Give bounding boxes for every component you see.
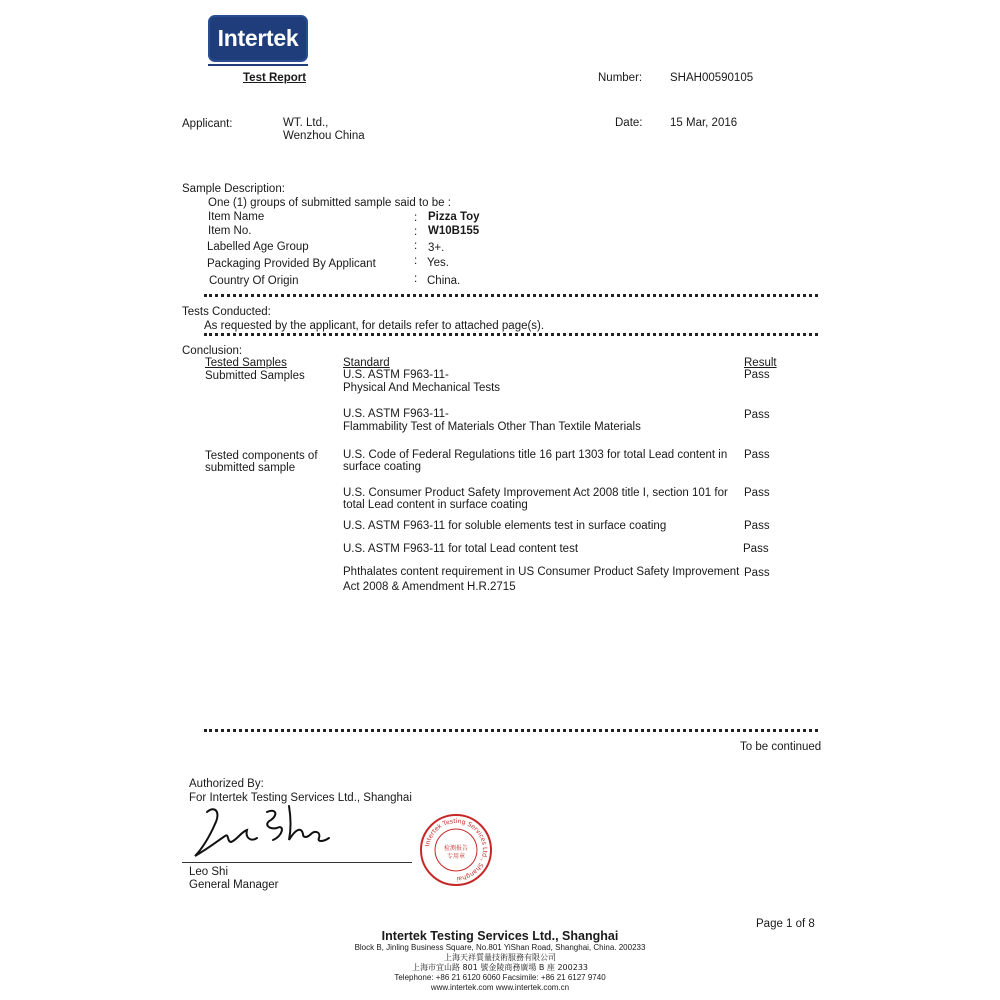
result-value: Pass [744, 487, 770, 499]
signature-line [182, 862, 412, 863]
sample-label-packaging: Packaging Provided By Applicant [207, 258, 376, 270]
footer-cn-name: 上海天祥質量技術服務有限公司 [444, 953, 556, 962]
footer-address: Block B, Jinling Business Square, No.801 YiShan Road, Shanghai, China. 200233 [354, 943, 646, 952]
applicant-line2: Wenzhou China [283, 130, 365, 142]
standard-line2: total Lead content in surface coating [343, 499, 528, 511]
intertek-logo: Intertek [208, 15, 308, 62]
standard-line2: Flammability Test of Materials Other Than Textile Materials [343, 421, 641, 433]
authorized-heading: Authorized By: [189, 778, 264, 790]
standard-line1: U.S. ASTM F963-11 for total Lead content test [343, 543, 579, 555]
standard-line2: surface coating [343, 461, 421, 473]
sample-value-packaging: Yes. [427, 257, 449, 269]
applicant-label: Applicant: [182, 118, 233, 130]
conclusion-heading: Conclusion: [182, 345, 243, 357]
svg-text:Intertek Testing Services Ltd.: Intertek Testing Services Ltd., Shanghai [424, 817, 489, 883]
date-label: Date: [615, 117, 643, 129]
sample-value-item-name: Pizza Toy [428, 211, 480, 223]
dotted-divider [204, 333, 818, 336]
sample-label-item-no: Item No. [208, 225, 252, 237]
col-header-standard: Standard [343, 357, 390, 369]
sample-heading: Sample Description: [182, 183, 285, 195]
sample-value-age-group: 3+. [428, 242, 445, 254]
group-submitted-samples: Submitted Samples [205, 370, 305, 382]
sample-value-origin: China. [427, 275, 461, 287]
date-value: 15 Mar, 2016 [670, 117, 738, 129]
footer-cn-address: 上海市宜山路 801 號金陵商務廣場 B 座 200233 [411, 963, 588, 972]
sample-label-age-group: Labelled Age Group [207, 241, 309, 253]
report-title: Test Report [243, 72, 307, 84]
standard-line1: Phthalates content requirement in US Consumer Product Safety Improvement [343, 566, 740, 578]
authorized-company: For Intertek Testing Services Ltd., Shanghai [189, 792, 412, 804]
dotted-divider [204, 294, 818, 297]
group-tested-components-line2: submitted sample [205, 462, 296, 474]
sample-colon: : [414, 226, 418, 238]
to-be-continued: To be continued [740, 741, 822, 753]
standard-line1: U.S. ASTM F963-11- [343, 408, 449, 420]
footer-company: Intertek Testing Services Ltd., Shanghai [381, 929, 619, 943]
sample-colon: : [414, 212, 418, 224]
sample-label-origin: Country Of Origin [209, 275, 299, 287]
sample-value-item-no: W10B155 [428, 225, 480, 237]
page-number: Page 1 of 8 [756, 918, 815, 930]
signatory-name: Leo Shi [189, 866, 229, 878]
sample-colon: : [414, 240, 418, 252]
number-value: SHAH00590105 [670, 72, 754, 84]
dotted-divider [204, 729, 818, 732]
logo-underline [208, 64, 308, 66]
result-value: Pass [744, 449, 770, 461]
footer-phone: Telephone: +86 21 6120 6060 Facsimile: +86 21 6127 9740 [394, 973, 606, 982]
result-value: Pass [743, 543, 769, 555]
standard-line2: Physical And Mechanical Tests [343, 382, 501, 394]
footer-web: www.intertek.com www.intertek.com.cn [430, 983, 570, 992]
sample-colon: : [414, 273, 418, 285]
sample-colon: : [414, 255, 418, 267]
standard-line1: U.S. ASTM F963-11- [343, 369, 449, 381]
standard-line1: U.S. Code of Federal Regulations title 16 part 1303 for total Lead content in [343, 449, 728, 461]
result-value: Pass [744, 369, 770, 381]
standard-line2: Act 2008 & Amendment H.R.2715 [343, 581, 516, 593]
group-tested-components-line1: Tested components of [205, 450, 318, 462]
company-seal [418, 812, 494, 888]
standard-line1: U.S. ASTM F963-11 for soluble elements test in surface coating [343, 520, 667, 532]
result-value: Pass [744, 520, 770, 532]
col-header-samples: Tested Samples [205, 357, 287, 369]
col-header-result: Result [744, 357, 777, 369]
sample-label-item-name: Item Name [208, 211, 265, 223]
tests-text: As requested by the applicant, for details refer to attached page(s). [204, 320, 545, 332]
svg-text:检测报告: 检测报告 [443, 845, 469, 852]
tests-heading: Tests Conducted: [182, 306, 271, 318]
signatory-title: General Manager [189, 879, 279, 891]
applicant-line1: WT. Ltd., [283, 117, 329, 129]
number-label: Number: [598, 72, 643, 84]
standard-line1: U.S. Consumer Product Safety Improvement Act 2008 title I, section 101 for [343, 487, 728, 499]
signature [185, 800, 345, 865]
result-value: Pass [744, 567, 770, 579]
sample-intro: One (1) groups of submitted sample said to be : [208, 197, 451, 209]
svg-text:专用章: 专用章 [446, 853, 466, 860]
result-value: Pass [744, 409, 770, 421]
